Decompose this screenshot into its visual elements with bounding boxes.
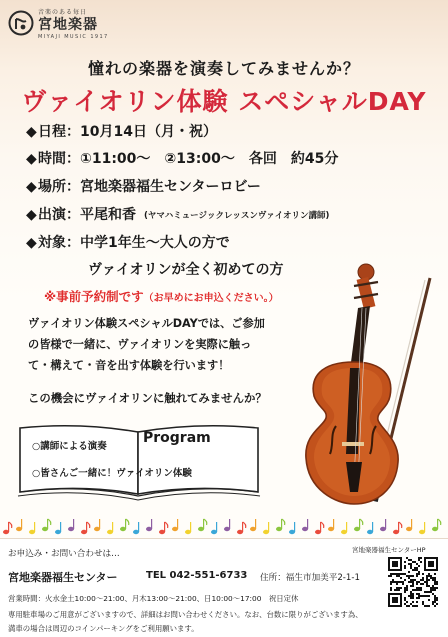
music-note-icon bbox=[393, 522, 402, 534]
parking-note: 専用駐車場のご用意がございますので、詳細はお問い合わせください。なお、台数に限りがございます為、 bbox=[8, 610, 363, 619]
program-item: ○講師による演奏 bbox=[32, 441, 107, 452]
info-date: ◆日程：10月14日（月・祝） bbox=[26, 124, 217, 140]
program-book-illustration bbox=[14, 420, 264, 502]
reservation-notice: ※事前予約制です（お早めにお申込ください。） bbox=[44, 289, 279, 304]
center-name: 宮地楽器福生センター bbox=[8, 571, 118, 584]
diamond-bullet-icon: ◆ bbox=[26, 235, 37, 251]
diamond-bullet-icon: ◆ bbox=[26, 151, 37, 167]
program-title: Program bbox=[143, 430, 211, 446]
info-target-line2: ヴァイオリンが全く初めての方 bbox=[88, 262, 284, 278]
info-place: ◆場所：宮地楽器福生センターロビー bbox=[26, 179, 261, 195]
performer-note: (ヤマハミュージックレッスンヴァイオリン講師) bbox=[144, 211, 330, 221]
program-item: ○皆さんご一緒に！ヴァイオリン体験 bbox=[32, 468, 192, 479]
music-note-icon bbox=[42, 519, 51, 531]
music-note-icon bbox=[107, 522, 113, 534]
brand-tagline: 音楽のある毎日 bbox=[38, 9, 88, 16]
music-notes-border bbox=[0, 514, 448, 536]
diamond-bullet-icon: ◆ bbox=[26, 124, 37, 140]
event-headline: ヴァイオリン体験 スペシャルDAY bbox=[21, 87, 427, 116]
music-note-icon bbox=[315, 522, 324, 534]
brand-name: 宮地楽器 bbox=[38, 17, 98, 33]
music-note-icon bbox=[250, 519, 256, 531]
address: 住所：福生市加美平2-1-1 bbox=[260, 573, 360, 583]
hp-label: 宮地楽器福生センターHP bbox=[352, 546, 426, 554]
music-note-icon bbox=[185, 522, 191, 534]
miyaji-logo-icon bbox=[8, 10, 34, 36]
music-note-icon bbox=[354, 519, 363, 531]
info-time: ◆時間：①11:00〜 ②13:00〜 各回 約45分 bbox=[26, 151, 339, 167]
music-note-icon bbox=[302, 519, 308, 531]
invitation-text: この機会にヴァイオリンに触れてみませんか？ bbox=[28, 391, 267, 405]
parking-note-2: 満車の場合は周辺のコインパーキングをご利用願います。 bbox=[8, 624, 199, 633]
info-target: ◆対象：中学1年生〜大人の方で bbox=[26, 235, 230, 251]
subheading: 憧れの楽器を演奏してみませんか？ bbox=[87, 59, 360, 78]
music-note-icon bbox=[55, 522, 61, 534]
phone-number[interactable]: TEL 042-551-6733 bbox=[146, 570, 248, 581]
violin-illustration bbox=[280, 258, 440, 513]
footer bbox=[0, 538, 448, 637]
music-note-icon bbox=[94, 519, 100, 531]
music-note-icon bbox=[289, 522, 295, 534]
music-note-icon bbox=[146, 519, 152, 531]
brand-logo bbox=[8, 6, 120, 46]
music-note-icon bbox=[263, 522, 269, 534]
music-note-icon bbox=[81, 522, 90, 534]
info-performer: ◆出演：平尾和香 (ヤマハミュージックレッスンヴァイオリン講師) bbox=[26, 207, 330, 223]
music-note-icon bbox=[211, 522, 217, 534]
music-note-icon bbox=[432, 519, 441, 531]
brand-sub: MIYAJI MUSIC 1917 bbox=[38, 34, 109, 40]
music-note-icon bbox=[68, 519, 74, 531]
music-note-icon bbox=[367, 522, 373, 534]
qr-code-icon[interactable] bbox=[388, 557, 438, 607]
contact-prompt: お申込み・お問い合わせは… bbox=[8, 549, 120, 559]
diamond-bullet-icon: ◆ bbox=[26, 207, 37, 223]
music-note-icon bbox=[29, 522, 35, 534]
business-hours: 営業時間：火水金土10:00〜21:00、月木13:00〜21:00、日10:00〜17:00 祝日定休 bbox=[8, 594, 299, 603]
diamond-bullet-icon: ◆ bbox=[26, 179, 37, 195]
music-note-icon bbox=[198, 519, 207, 531]
music-note-icon bbox=[380, 519, 386, 531]
music-note-icon bbox=[120, 519, 129, 531]
music-note-icon bbox=[341, 522, 347, 534]
music-note-icon bbox=[133, 522, 139, 534]
event-description: ヴァイオリン体験スペシャルDAYでは、ご参加 の皆様で一緒に、ヴァイオリンを実際に触っ て・構えて・音を出す体験を行います！ bbox=[28, 317, 265, 372]
open-book-icon bbox=[14, 420, 264, 502]
music-note-icon bbox=[16, 519, 22, 531]
music-note-icon bbox=[224, 519, 230, 531]
music-note-icon bbox=[172, 519, 178, 531]
music-note-icon bbox=[3, 522, 12, 534]
music-note-icon bbox=[159, 522, 168, 534]
music-note-icon bbox=[328, 519, 334, 531]
music-note-icon bbox=[237, 522, 246, 534]
music-note-icon bbox=[406, 519, 412, 531]
music-note-icon bbox=[419, 522, 425, 534]
music-note-icon bbox=[276, 519, 285, 531]
